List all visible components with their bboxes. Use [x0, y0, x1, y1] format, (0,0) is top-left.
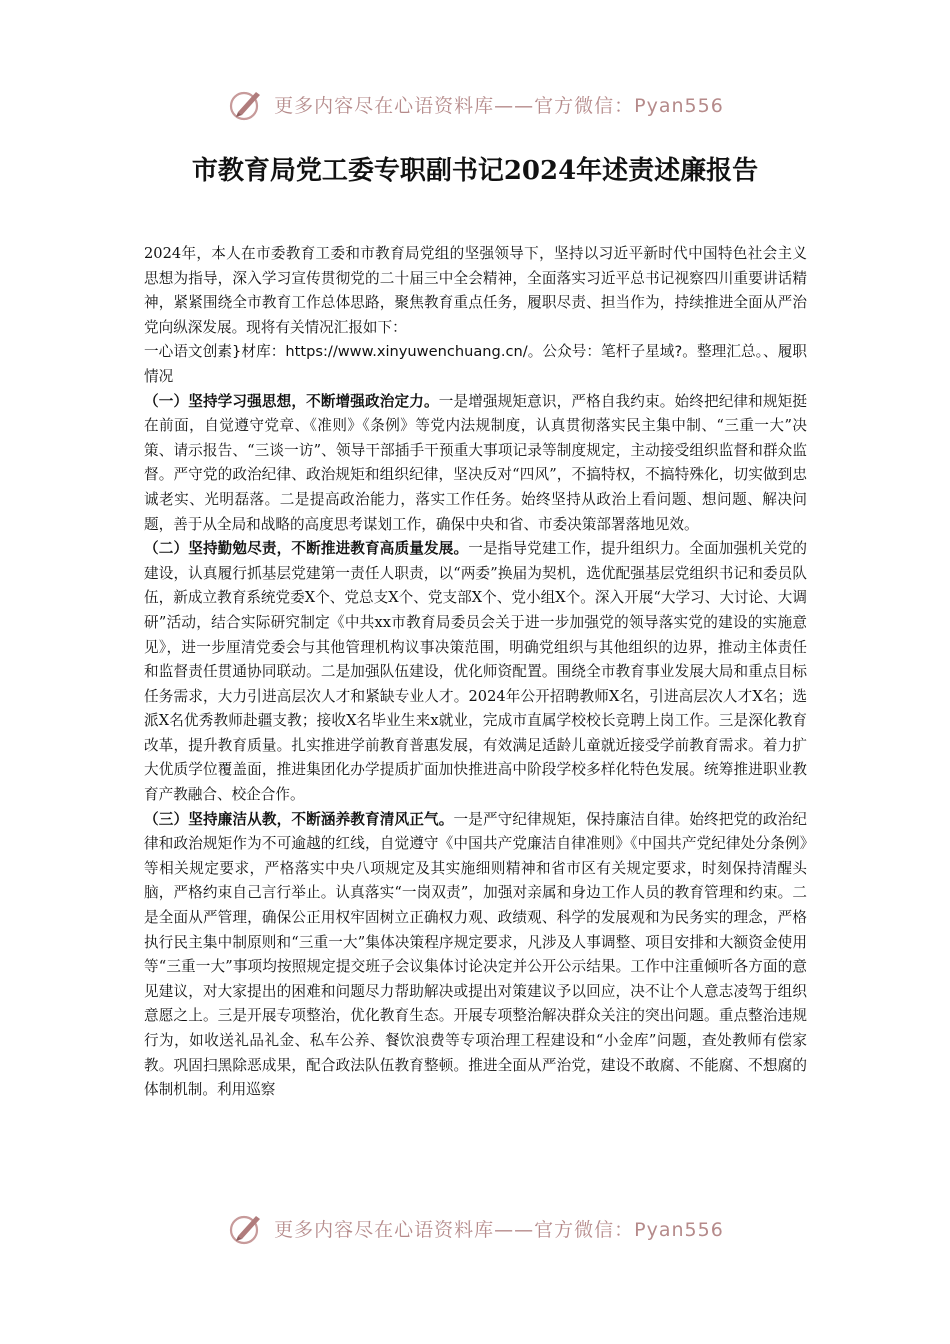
- banner-text: 更多内容尽在心语资料库——官方微信：Pyan556: [274, 1218, 724, 1241]
- banner-text: 更多内容尽在心语资料库——官方微信：Pyan556: [274, 94, 724, 117]
- section-paragraph: [144, 390, 807, 538]
- source-line: 一心语文创素}材库：https://www.xinyuwenchuang.cn/。公众号：笔杆子星域?。整理汇总。、履职情况: [144, 343, 807, 385]
- section-paragraph: [144, 808, 807, 1103]
- header-banner: [0, 82, 950, 126]
- section-paragraph: [144, 537, 807, 808]
- section-text: 一是增强规矩意识，严格自我约束。始终把纪律和规矩挺在前面，自觉遵守党章、《准则》《条例》等党内法规制度，认真贯彻落实民主集中制、“三重一大”决策、请示报告、“三谈一访”、领导干部插手干预重大事项记录等制度规定，主动接受组织监督和群众监督。严守党的政治纪律、政治规矩和组织纪律，坚决反对“四风”，不搞特权，不搞特殊化，切实做到忠诚老实、光明磊落。二是提高政治能力，落实工作任务。始终坚持从政治上看问题、想问题、解决问题，善于从全局和战略的高度思考谋划工作，确保中央和省、市委决策部署落地见效。: [144, 392, 807, 533]
- section-text: 一是指导党建工作，提升组织力。全面加强机关党的建设，认真履行抓基层党建第一责任人职责，以“两委”换届为契机，选优配强基层党组织书记和委员队伍，新成立教育系统党委X个、党总支X个、党支部X个、党小组X个。深入开展“大学习、大讨论、大调研”活动，结合实际研究制定《中共xx市教育局委员会关于进一步加强党的领导落实党的建设的实施意见》，进一步厘清党委会与其他管理机构议事决策范围，明确党组织与其他组织的边界，推动主体责任和监督责任贯通协同联动。二是加强队伍建设，优化师资配置。围绕全市教育事业发展大局和重点目标任务需求，大力引进高层次人才和紧缺专业人才。2024年公开招聘教师X名，引进高层次人才X名；选派X名优秀教师赴疆支教；接收X名毕业生来x就业，完成市直属学校校长竞聘上岗工作。三是深化教育改革，提升教育质量。扎实推进学前教育普惠发展，有效满足适龄儿童就近接受学前教育需求。着力扩大优质学位覆盖面，推进集团化办学提质扩面加快推进高中阶段学校多样化特色发展。统筹推进职业教育产教融合、校企合作。: [144, 540, 807, 804]
- section-heading: （一）坚持学习强思想，不断增强政治定力。: [144, 392, 439, 410]
- document-body: [144, 242, 807, 1103]
- intro-paragraph: 2024年，本人在市委教育工委和市教育局党组的坚强领导下，坚持以习近平新时代中国特色社会主义思想为指导，深入学习宣传贯彻党的二十届三中全会精神，全面落实习近平总书记视察四川重要讲话精神，紧紧围绕全市教育工作总体思路，聚焦教育重点任务，履职尽责、担当作为，持续推进全面从严治党向纵深发展。现将有关情况汇报如下：: [144, 245, 807, 336]
- footer-banner: [0, 1206, 950, 1250]
- page-title: 市教育局党工委专职副书记2024年述责述廉报告: [191, 156, 759, 186]
- section-heading: （三）坚持廉洁从教，不断涵养教育清风正气。: [144, 810, 454, 828]
- section-text: 一是严守纪律规矩，保持廉洁自律。始终把党的政治纪律和政治规矩作为不可逾越的红线，自觉遵守《中国共产党廉洁自律准则》《中国共产党纪律处分条例》等相关规定要求，严格落实中央八项规定及其实施细则精神和省市区有关规定要求，时刻保持清醒头脑，严格约束自己言行举止。认真落实“一岗双责”，加强对亲属和身边工作人员的教育管理和约束。二是全面从严管理，确保公正用权牢固树立正确权力观、政绩观、科学的发展观和为民务实的理念，严格执行民主集中制原则和“三重一大”集体决策程序规定要求，凡涉及人事调整、项目安排和大额资金使用等“三重一大”事项均按照规定提交班子会议集体讨论决定并公开公示结果。工作中注重倾听各方面的意见建议，对大家提出的困难和问题尽力帮助解决或提出对策建议予以回应，决不让个人意志凌驾于组织意愿之上。三是开展专项整治，优化教育生态。开展专项整治解决群众关注的突出问题。重点整治违规行为，如收送礼品礼金、私车公养、餐饮浪费等专项治理工程建设和“小金库”问题，查处教师有偿家教。巩固扫黑除恶成果，配合政法队伍教育整顿。推进全面从严治党，建设不敢腐、不能腐、不想腐的体制机制。利用巡察: [144, 810, 807, 1099]
- pen-circle-icon: [226, 84, 266, 124]
- pen-circle-icon: [226, 1208, 266, 1248]
- section-heading: （二）坚持勤勉尽责，不断推进教育高质量发展。: [144, 540, 469, 558]
